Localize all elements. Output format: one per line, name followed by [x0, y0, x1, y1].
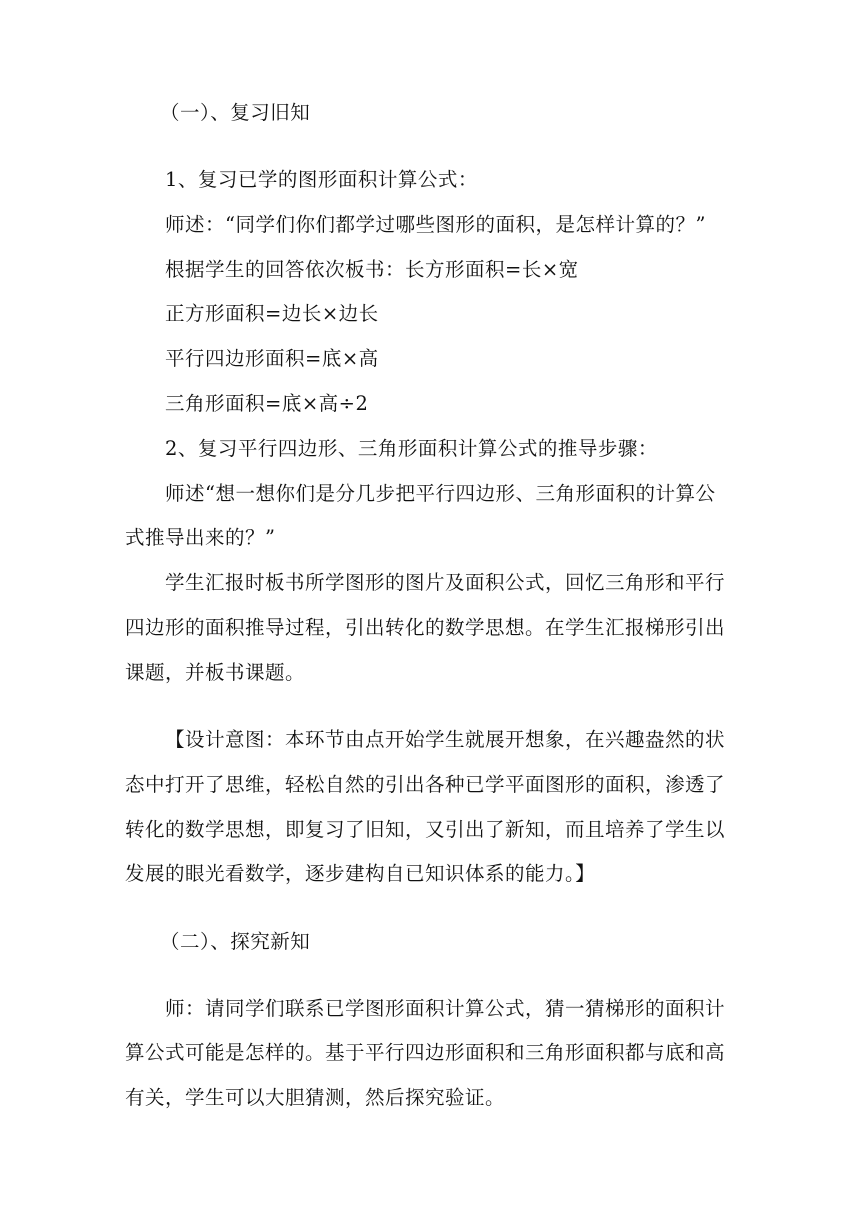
teacher-question-1: 师述：“同学们你们都学过哪些图形的面积，是怎样计算的？”	[165, 213, 706, 236]
item1-title: 1、复习已学的图形面积计算公式：	[165, 168, 478, 191]
section2-paragraph-line: 师：请同学们联系已学图形面积计算公式，猜一猜梯形的面积计	[165, 997, 726, 1020]
report-paragraph-line: 四边形的面积推导过程，引出转化的数学思想。在学生汇报梯形引出	[125, 616, 726, 639]
design-intent-line: 转化的数学思想，即复习了旧知，又引出了新知，而且培养了学生以	[125, 818, 726, 841]
design-intent-line: 【设计意图：本环节由点开始学生就展开想象，在兴趣盎然的状	[165, 728, 726, 751]
teacher-question-2-line: 式推导出来的？”	[125, 526, 276, 549]
parallelogram-formula: 平行四边形面积=底×高	[165, 347, 379, 370]
board-line: 根据学生的回答依次板书：长方形面积=长×宽	[165, 258, 579, 281]
teacher-question-2-line: 师述“想一想你们是分几步把平行四边形、三角形面积的计算公	[165, 482, 716, 505]
section2-paragraph-line: 算公式可能是怎样的。基于平行四边形面积和三角形面积都与底和高	[125, 1041, 726, 1064]
design-intent-line: 发展的眼光看数学，逐步建构自已知识体系的能力。】	[125, 862, 596, 885]
report-paragraph-line: 学生汇报时板书所学图形的图片及面积公式，回忆三角形和平行	[165, 571, 726, 594]
report-paragraph-line: 课题，并板书课题。	[125, 661, 306, 684]
section1-heading: （一）、复习旧知	[160, 101, 311, 124]
design-intent-line: 态中打开了思维，轻松自然的引出各种已学平面图形的面积，渗透了	[125, 773, 726, 796]
section2-heading: （二）、探究新知	[160, 930, 311, 953]
triangle-formula: 三角形面积=底×高÷2	[165, 392, 369, 415]
item2-title: 2、复习平行四边形、三角形面积计算公式的推导步骤：	[165, 437, 658, 460]
section2-paragraph-line: 有关，学生可以大胆猜测，然后探究验证。	[125, 1086, 506, 1109]
square-formula: 正方形面积=边长×边长	[165, 302, 379, 325]
